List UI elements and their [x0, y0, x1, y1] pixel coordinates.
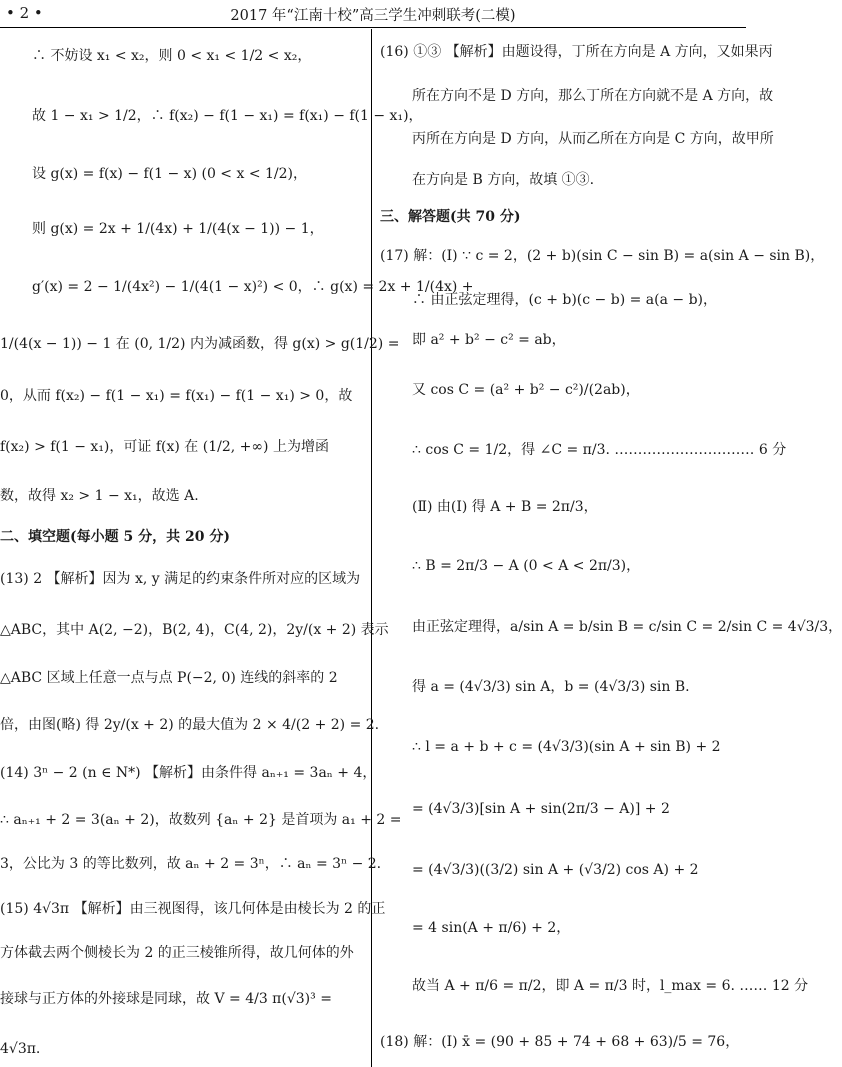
text-line: ∴ 由正弦定理得，(c + b)(c − b) = a(a − b)， — [412, 292, 718, 308]
text-line: (14) 3ⁿ − 2 (n ∈ N*) 【解析】由条件得 aₙ₊₁ = 3aₙ + 4， — [0, 765, 377, 781]
text-line: 4√3π. — [0, 1041, 41, 1057]
text-line: 0，从而 f(x₂) − f(1 − x₁) = f(x₁) − f(1 − x₁) > 0，故 — [0, 388, 353, 404]
text-line: 在方向是 B 方向，故填 ①③. — [412, 172, 595, 188]
text-line: ∴ aₙ₊₁ + 2 = 3(aₙ + 2)，故数列 {aₙ + 2} 是首项为 a₁ + 2 = — [0, 812, 402, 828]
text-line: 1/(4(x − 1)) − 1 在 (0, 1/2) 内为减函数，得 g(x) > g(1/2) = — [0, 336, 400, 352]
text-line: 倍，由图(略) 得 2y/(x + 2) 的最大值为 2 × 4/(2 + 2) = 2. — [0, 717, 380, 733]
text-line: (17) 解：(Ⅰ) ∵ c = 2，(2 + b)(sin C − sin B) = a(sin A − sin B)， — [380, 248, 825, 264]
section-heading: 三、解答题(共 70 分) — [380, 209, 521, 225]
text-line: 即 a² + b² − c² = ab， — [412, 332, 566, 348]
text-line: 故 1 − x₁ > 1/2，∴ f(x₂) − f(1 − x₁) = f(x₁) − f(1 − x₁)， — [32, 108, 423, 124]
text-line: ∴ B = 2π/3 − A (0 < A < 2π/3)， — [412, 558, 641, 574]
section-heading: 二、填空题(每小题 5 分，共 20 分) — [0, 529, 230, 545]
text-line: 故当 A + π/6 = π/2，即 A = π/3 时，l_max = 6. …… 12 分 — [412, 978, 809, 994]
text-line: 又 cos C = (a² + b² − c²)/(2ab)， — [412, 382, 640, 398]
text-line: (16) ①③ 【解析】由题设得，丁所在方向是 A 方向，又如果丙 — [380, 44, 773, 60]
text-line: 数，故得 x₂ > 1 − x₁，故选 A. — [0, 488, 199, 504]
text-line: = 4 sin(A + π/6) + 2， — [412, 920, 571, 936]
text-line: f(x₂) > f(1 − x₁)，可证 f(x) 在 (1/2, +∞) 上为增函 — [0, 439, 329, 455]
text-line: = (4√3/3)[sin A + sin(2π/3 − A)] + 2 — [412, 801, 670, 817]
text-line: (13) 2 【解析】因为 x, y 满足的约束条件所对应的区域为 — [0, 571, 361, 587]
text-line: (Ⅱ) 由(Ⅰ) 得 A + B = 2π/3， — [412, 499, 598, 515]
text-line: 所在方向不是 D 方向，那么丁所在方向就不是 A 方向，故 — [412, 88, 774, 104]
text-line: 得 a = (4√3/3) sin A，b = (4√3/3) sin B. — [412, 679, 690, 695]
text-line: 丙所在方向是 D 方向，从而乙所在方向是 C 方向，故甲所 — [412, 131, 774, 147]
text-line: ∴ cos C = 1/2，得 ∠C = π/3. ………………………… 6 分 — [412, 442, 787, 458]
text-line: (15) 4√3π 【解析】由三视图得，该几何体是由棱长为 2 的正 — [0, 901, 386, 917]
text-line: g′(x) = 2 − 1/(4x²) − 1/(4(1 − x)²) < 0，∴ g(x) = 2x + 1/(4x) + — [32, 279, 474, 295]
text-line: 则 g(x) = 2x + 1/(4x) + 1/(4(x − 1)) − 1， — [32, 221, 324, 237]
text-line: ∴ 不妨设 x₁ < x₂，则 0 < x₁ < 1/2 < x₂， — [32, 48, 312, 64]
text-line: 设 g(x) = f(x) − f(1 − x) (0 < x < 1/2)， — [32, 166, 308, 182]
header-rule — [0, 27, 746, 28]
text-line: 接球与正方体的外接球是同球，故 V = 4/3 π(√3)³ = — [0, 991, 332, 1007]
text-line: △ABC，其中 A(2, −2)，B(2, 4)，C(4, 2)，2y/(x + 2) 表示 — [0, 622, 389, 638]
text-line: 方体截去两个侧棱长为 2 的正三棱锥所得，故几何体的外 — [0, 945, 354, 961]
text-line: (18) 解：(Ⅰ) x̄ = (90 + 85 + 74 + 68 + 63)/5 = 76， — [380, 1034, 740, 1050]
text-line: ∴ l = a + b + c = (4√3/3)(sin A + sin B) + 2 — [412, 739, 721, 755]
text-line: 由正弦定理得，a/sin A = b/sin B = c/sin C = 2/sin C = 4√3/3， — [412, 619, 842, 635]
text-line: 3，公比为 3 的等比数列，故 aₙ + 2 = 3ⁿ，∴ aₙ = 3ⁿ − 2. — [0, 856, 382, 872]
text-line: △ABC 区域上任意一点与点 P(−2, 0) 连线的斜率的 2 — [0, 670, 338, 686]
text-line: = (4√3/3)((3/2) sin A + (√3/2) cos A) + 2 — [412, 862, 699, 878]
page-number: • 2 • — [6, 4, 43, 22]
page-header-title: 2017 年“江南十校”高三学生冲刺联考(二模) — [230, 8, 516, 24]
